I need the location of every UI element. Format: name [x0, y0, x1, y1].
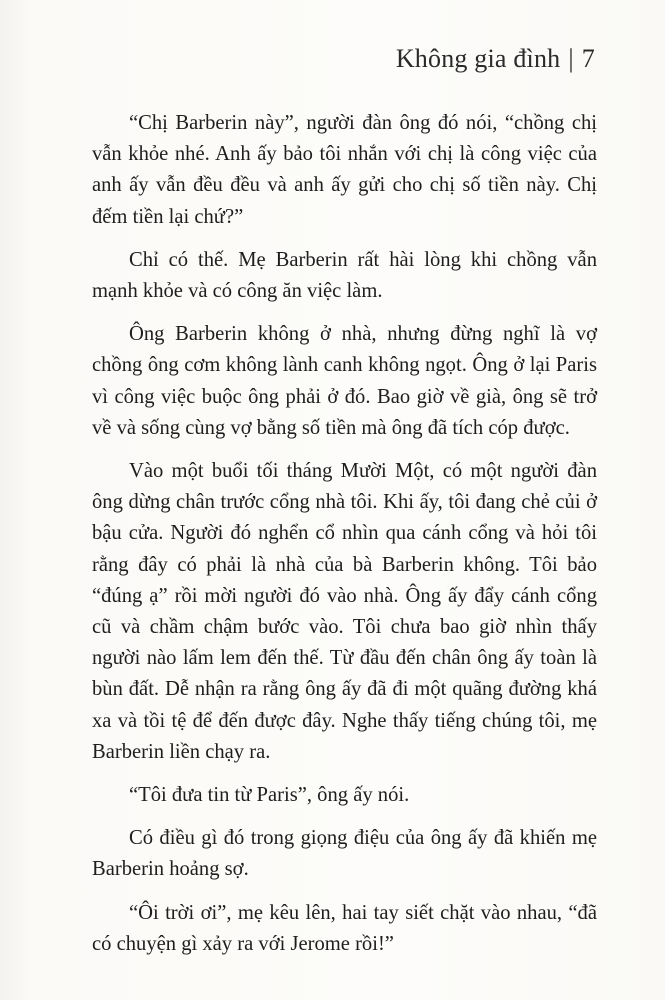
paragraph: Chỉ có thế. Mẹ Barberin rất hài lòng khi chồng vẫn mạnh khỏe và có công ăn việc làm.	[92, 248, 597, 303]
header-separator: |	[568, 44, 574, 73]
running-header	[396, 44, 595, 74]
book-title: Không gia đình	[395, 44, 561, 73]
paragraph: Vào một buổi tối tháng Mười Một, có một người đàn ông dừng chân trước cổng nhà tôi. Khi ấy, tôi đang chẻ củi ở bậu cửa. Người đó nghển cổ nhìn qua cánh cổng và hỏi tôi rằng đây có phải là nhà của bà Barberin không. Tôi bảo “đúng ạ” rồi mời người đó vào nhà. Ông ấy đẩy cánh cổng cũ và chầm chậm bước vào. Tôi chưa bao giờ nhìn thấy người nào lấm lem đến thế. Từ đầu đến chân ông ấy toàn là bùn đất. Dễ nhận ra rằng ông ấy đã đi một quãng đường khá xa và tồi tệ để đến được đây. Nghe thấy tiếng chúng tôi, mẹ Barberin liền chạy ra.	[92, 460, 597, 763]
paragraph: “Chị Barberin này”, người đàn ông đó nói, “chồng chị vẫn khỏe nhé. Anh ấy bảo tôi nhắn với chị là công việc của anh ấy vẫn đều đều và anh ấy gửi cho chị số tiền này. Chị đếm tiền lại chứ?”	[92, 112, 597, 228]
page-number: 7	[581, 44, 595, 73]
paragraph: “Ôi trời ơi”, mẹ kêu lên, hai tay siết chặt vào nhau, “đã có chuyện gì xảy ra với Jerome rồi!”	[92, 901, 597, 955]
paragraph: “Tôi đưa tin từ Paris”, ông ấy nói.	[129, 784, 410, 807]
page-body	[92, 108, 597, 972]
paragraph: Có điều gì đó trong giọng điệu của ông ấy đã khiến mẹ Barberin hoảng sợ.	[92, 827, 597, 881]
paragraph: Ông Barberin không ở nhà, nhưng đừng nghĩ là vợ chồng ông cơm không lành canh không ngọt. Ông ở lại Paris vì công việc buộc ông phải ở đó. Bao giờ về già, ông sẽ trở về và sống cùng vợ bằng số tiền mà ông đã tích cóp được.	[92, 323, 597, 439]
